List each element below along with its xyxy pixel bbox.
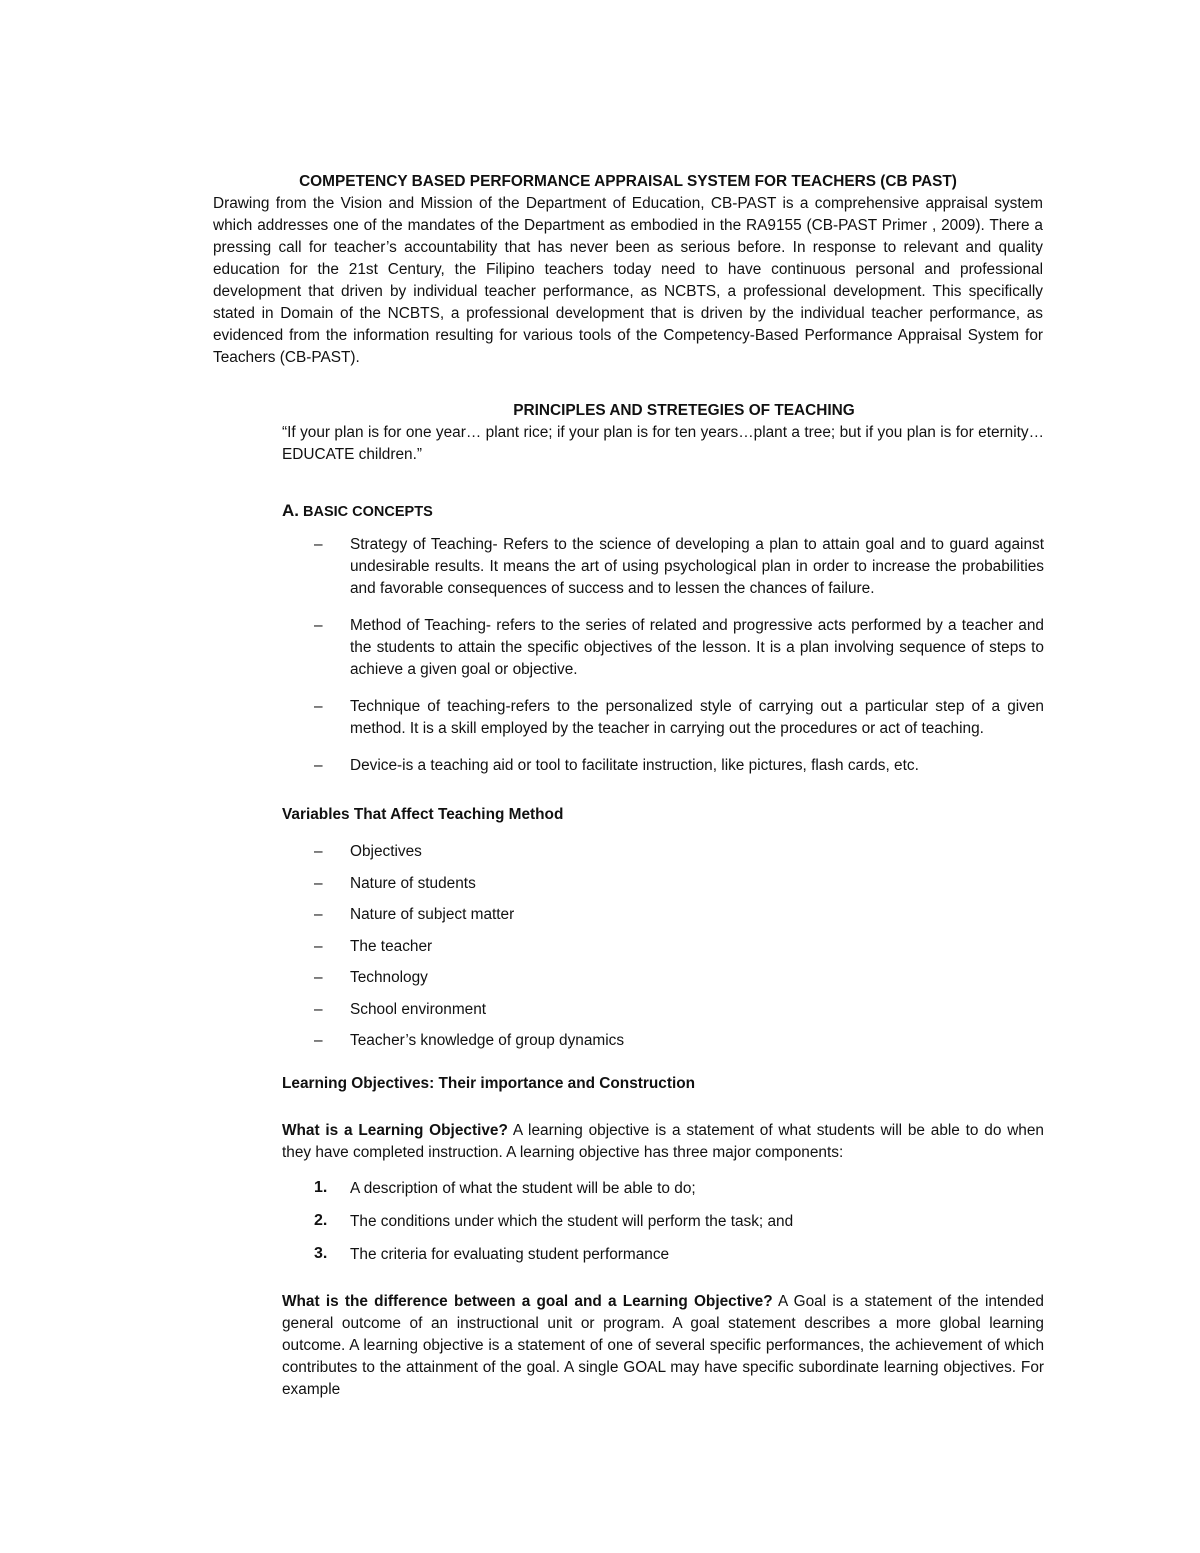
components-list [282, 1178, 1044, 1277]
list-item: – Strategy of Teaching- Refers to the science of developing a plan to attain goal and to guard against undesirable results. It means the art of using psychological plan in order to increase the probabilities and favorable consequences of success and to lessen the chances of failure. [282, 534, 1044, 600]
list-item: – Objectives [282, 841, 1044, 873]
list-item: – Technique of teaching-refers to the personalized style of carrying out a particular step of a given method. It is a skill employed by the teacher in carrying out the procedures or act of teaching. [282, 696, 1044, 740]
learning-objective-definition [282, 1120, 1044, 1164]
principles-heading: PRINCIPLES AND STRETEGIES OF TEACHING [513, 402, 855, 419]
learning-objectives-heading: Learning Objectives: Their importance and Construction [282, 1075, 696, 1092]
section-a-title: BASIC CONCEPTS [303, 504, 433, 520]
list-item: – Nature of students [282, 873, 1044, 905]
goal-vs-objective-paragraph [282, 1291, 1044, 1401]
list-item [282, 1244, 1044, 1277]
list-item: – Teacher’s knowledge of group dynamics [282, 1030, 1044, 1062]
variables-list [282, 841, 1044, 1062]
list-item [282, 1211, 1044, 1244]
list-item: – The teacher [282, 936, 1044, 968]
item-number: 1. [314, 1179, 328, 1196]
section-a-heading [282, 500, 433, 523]
list-item: – Method of Teaching- refers to the series of related and progressive acts performed by a teacher and the students to attain the specific objectives of the lesson. It is a plan involving sequence of steps to achieve a given goal or objective. [282, 615, 1044, 681]
definitions-list [282, 534, 1044, 792]
item-text: A description of what the student will be able to do; [350, 1180, 696, 1197]
answer-text: A learning objective is a statement of what students will be able to do when they have completed instruction. A learning objective has three major components: [282, 1122, 1044, 1161]
list-item: – Device-is a teaching aid or tool to facilitate instruction, like pictures, flash cards, etc. [282, 755, 1044, 777]
item-text: The conditions under which the student will perform the task; and [350, 1213, 794, 1230]
answer-text: A Goal is a statement of the intended general outcome of an instructional unit or program. A goal statement describes a more global learning outcome. A learning objective is a statement of one of several specific performances, the achievement of which contributes to the attainment of the goal. A single GOAL may have specific subordinate learning objectives. For example [282, 1293, 1044, 1398]
item-text: The criteria for evaluating student performance [350, 1246, 670, 1263]
quote-paragraph: “If your plan is for one year… plant rice; if your plan is for ten years…plant a tree; but if you plan is for eternity… EDUCATE children.” [282, 424, 1044, 463]
list-item: – Nature of subject matter [282, 904, 1044, 936]
item-number: 2. [314, 1212, 328, 1229]
item-number: 3. [314, 1245, 328, 1262]
variables-heading: Variables That Affect Teaching Method [282, 806, 564, 823]
list-item [282, 1178, 1044, 1211]
question-label: What is the difference between a goal and a Learning Objective? [282, 1293, 773, 1310]
list-item: – School environment [282, 999, 1044, 1031]
document-title: COMPETENCY BASED PERFORMANCE APPRAISAL SYSTEM FOR TEACHERS (CB PAST) [299, 173, 957, 190]
question-label: What is a Learning Objective? [282, 1122, 508, 1139]
list-item: – Technology [282, 967, 1044, 999]
section-a-letter: A. [282, 501, 299, 520]
intro-paragraph: Drawing from the Vision and Mission of the Department of Education, CB-PAST is a comprehensive appraisal system which addresses one of the mandates of the Department as embodied in the RA9155 (CB-PAST Primer , 2009). There a pressing call for teacher’s accountability that has never been as serious before. In response to relevant and quality education for the 21st Century, the Filipino teachers today need to have continuous personal and professional development that driven by individual teacher performance, as NCBTS, a professional development. This specifically stated in Domain of the NCBTS, a professional development that is driven by the individual teacher performance, as evidenced from the information resulting for various tools of the Competency-Based Performance Appraisal System for Teachers (CB-PAST). [213, 195, 1043, 366]
